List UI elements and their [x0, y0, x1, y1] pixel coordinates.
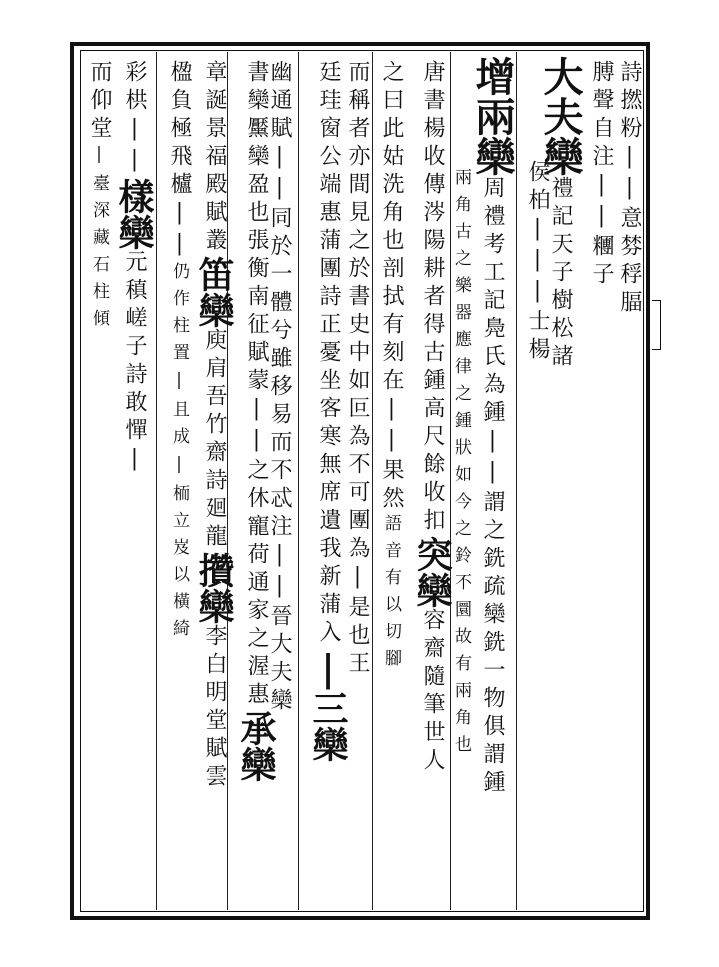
main-text: 唐書楊收傳涔陽耕者得古鍾高尺餘收扣 [420, 60, 445, 536]
main-text: 詩撚粉||意棼稃腷 [617, 60, 642, 318]
entry-heading: |三欒 [307, 648, 349, 762]
text-column [346, 60, 368, 679]
main-text: 章誕景福殿賦叢 [202, 60, 227, 256]
page-tab [652, 300, 661, 350]
text-column [469, 56, 516, 798]
text-column [452, 168, 469, 762]
entry-heading: 樣欒 [113, 178, 155, 250]
main-text: 元稹嵯子詩敢憚| [122, 250, 147, 477]
main-text: 侯柏|||士楊 [525, 160, 550, 365]
main-text: 而稱者亦間見之於書史中如叵為不可團為|是也王 [345, 60, 370, 679]
main-text: 之曰此姑洗角也剖拭有刻在||果然 [379, 60, 404, 514]
main-text: 容齋隨筆世人 [420, 608, 445, 776]
annotation-text: 仍作柱置|且成| [169, 262, 189, 484]
annotation-text: 兩角古之樂器應律之鍾狀如今之鈴不圜故有兩角也 [451, 168, 471, 762]
text-column [526, 160, 548, 365]
entry-heading: 突欒 [411, 536, 453, 608]
main-text: 周禮考工記鳧氏為鍾||謂之銑疏欒銑一物俱謂鍾 [480, 176, 505, 798]
main-text: 廷珪窗公端惠蒲團詩正憂坐客寒無席遺我新蒲入 [316, 60, 341, 648]
main-text: 庾肩吾竹齋詩廻龍 [202, 328, 227, 552]
text-column [411, 60, 453, 776]
main-text: 膊聲自注||糰子 [589, 60, 614, 290]
text-column [193, 60, 235, 792]
column-rule [156, 52, 157, 910]
entry-heading: 承欒 [235, 710, 277, 782]
text-column [113, 60, 155, 477]
main-text: 幽通賦||同於一體兮雖移易而不忒注||晉大夫欒 [267, 60, 292, 716]
text-column [618, 60, 640, 318]
text-column [307, 60, 349, 762]
entry-heading: 攢欒 [193, 552, 235, 624]
main-text: 而仰堂 [87, 60, 112, 144]
annotation-text: 栭立岌以橫綺 [169, 484, 189, 646]
annotation-text: |臺深藏石柱傾 [89, 144, 109, 336]
text-column [380, 60, 402, 676]
text-column [590, 60, 612, 290]
entry-heading: 增兩欒 [469, 56, 516, 176]
main-text: 楹負極飛櫨|| [167, 60, 192, 262]
text-column [88, 60, 110, 336]
text-column [168, 60, 190, 646]
main-text: 李白明堂賦雲 [202, 624, 227, 792]
column-rule [516, 52, 517, 910]
text-column [235, 60, 277, 782]
entry-heading: 笛欒 [193, 256, 235, 328]
main-text: 書欒黶欒盈也張衡南征賦蒙||之休寵荷通家之渥惠 [244, 60, 269, 710]
column-rule [298, 52, 299, 910]
entry-heading: 大夫欒 [537, 56, 584, 176]
annotation-text: 語音有以切腳 [381, 514, 401, 676]
column-rule [372, 52, 373, 910]
main-text: 彩栱|| [122, 60, 147, 178]
main-text: 禮記天子樹松諸 [548, 176, 573, 372]
